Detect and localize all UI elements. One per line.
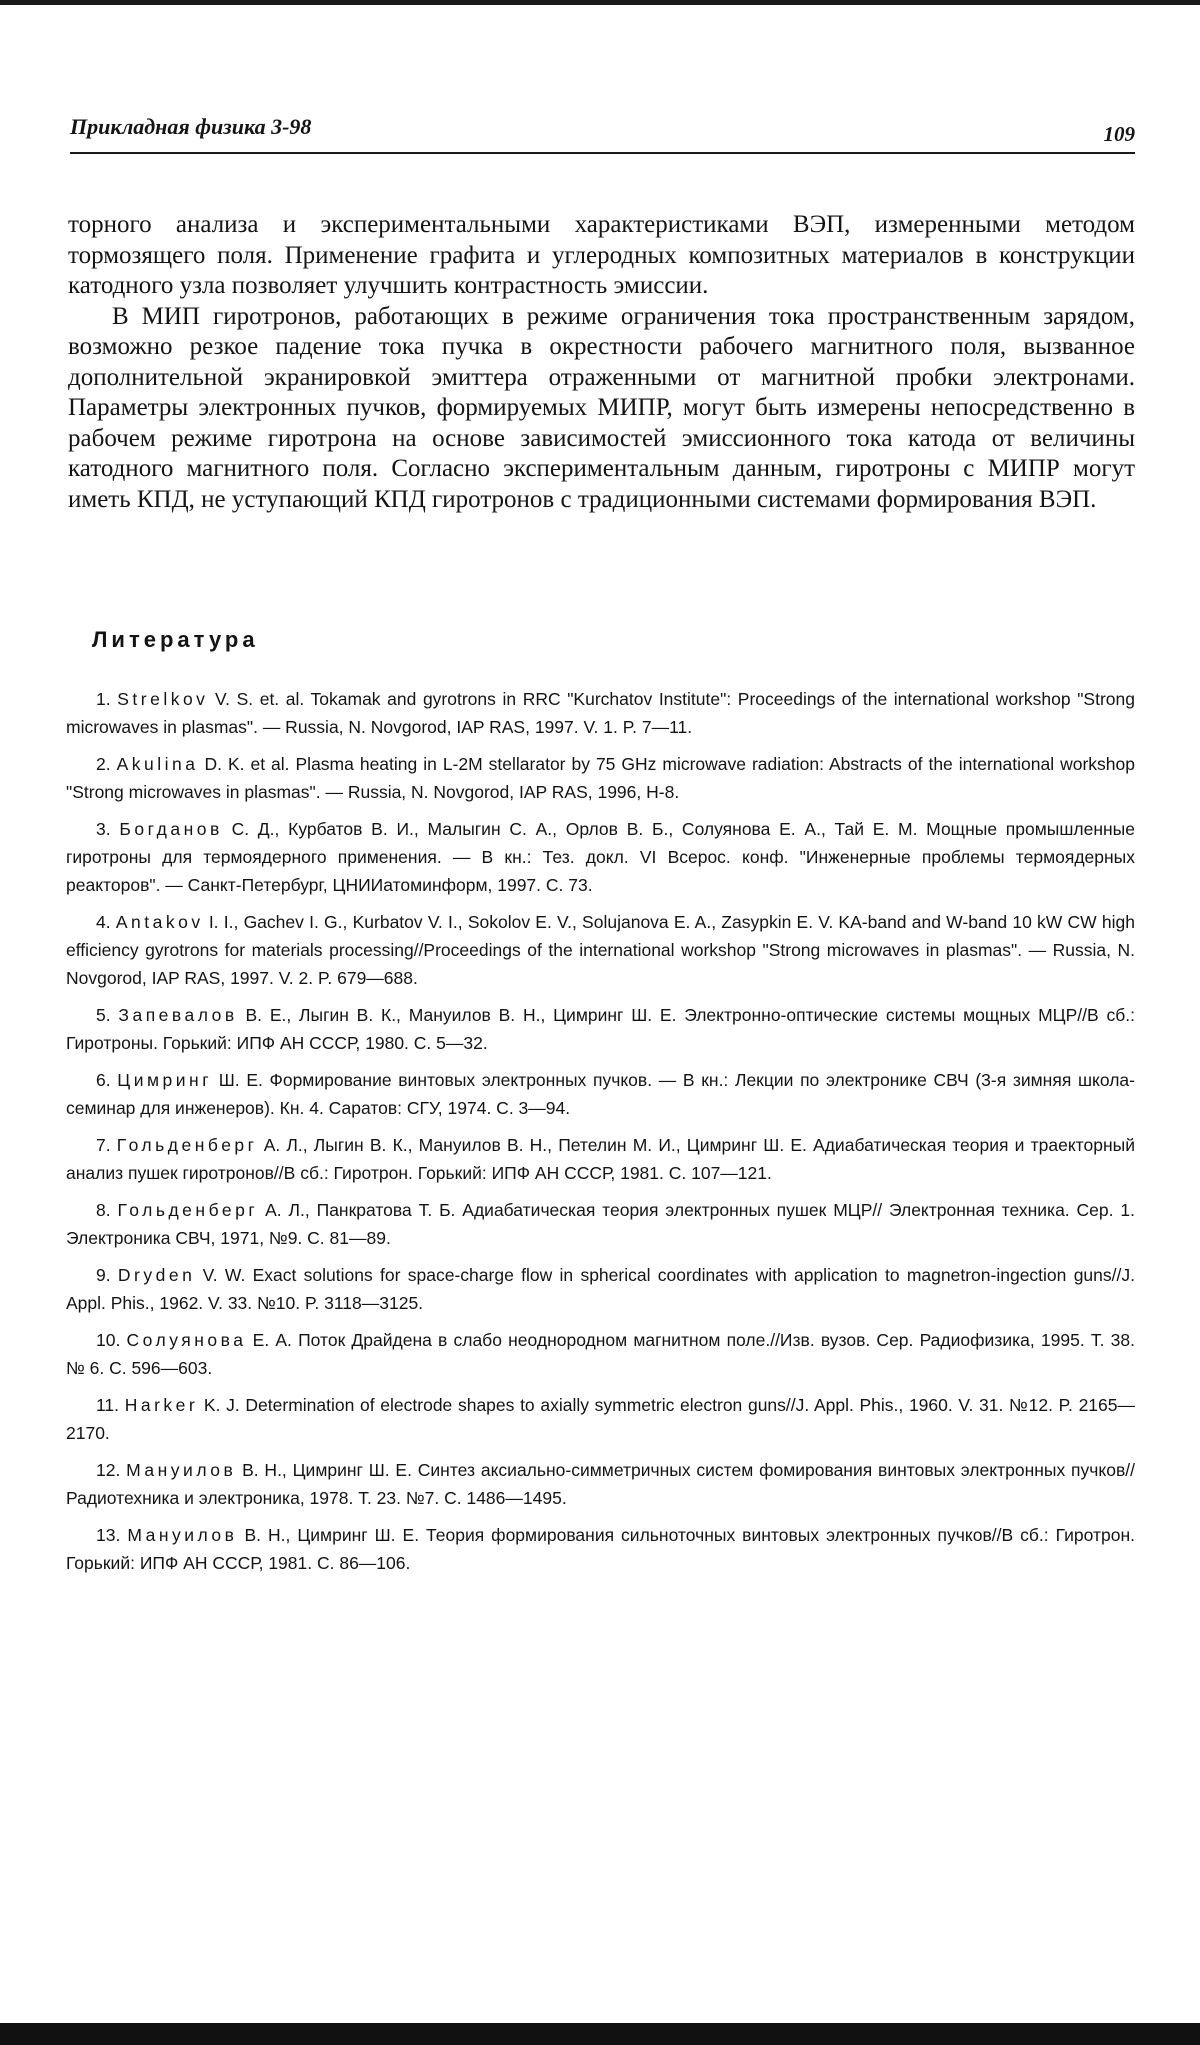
reference-item: [66, 685, 1135, 741]
reference-text: А. Л., Панкратова Т. Б. Адиабатическая теория электронных пушек МЦР// Электронная техника. Сер. 1. Электроника СВЧ, 1971, №9. С. 81—89.: [66, 1200, 1135, 1248]
reference-number: 9.: [96, 1265, 111, 1285]
reference-author: Запевалов: [118, 1005, 238, 1025]
reference-item: [66, 1521, 1135, 1577]
reference-number: 13.: [96, 1525, 121, 1545]
literature-heading: Литература: [92, 627, 259, 652]
reference-author: Dryden: [117, 1265, 196, 1285]
reference-author: Цимринг: [117, 1070, 213, 1090]
reference-text: В. Е., Лыгин В. К., Мануилов В. Н., Цимринг Ш. Е. Электронно-оптические системы мощных МЦР//В сб.: Гиротроны. Горький: ИПФ АН СССР, 1980. С. 5—32.: [66, 1005, 1135, 1053]
reference-item: [66, 1391, 1135, 1447]
reference-item: [66, 908, 1135, 992]
reference-text: А. Л., Лыгин В. К., Мануилов В. Н., Петелин М. И., Цимринг Ш. Е. Адиабатическая теория и траекторный анализ пушек гиротронов//В сб.: Гиротрон. Горький: ИПФ АН СССР, 1981. С. 107—121.: [66, 1135, 1135, 1183]
reference-text: D. K. et al. Plasma heating in L-2M stellarator by 75 GHz microwave radiation: Abstracts of the international workshop "Strong microwaves in plasmas". — Russia, N. Novgorod, IAP RAS, 1996, H-8.: [66, 754, 1135, 802]
reference-number: 1.: [96, 689, 111, 709]
reference-item: [66, 1196, 1135, 1252]
reference-author: Богданов: [119, 819, 223, 839]
reference-item: [66, 1001, 1135, 1057]
reference-item: [66, 1131, 1135, 1187]
reference-text: I. I., Gachev I. G., Kurbatov V. I., Sokolov E. V., Solujanova E. A., Zasypkin E. V. KA-band and W-band 10 kW CW high efficiency gyrotrons for materials processing//Proceedings of the international workshop "Strong microwaves in plasmas". — Russia, N. Novgorod, IAP RAS, 1997. V. 2. P. 679—688.: [66, 912, 1135, 988]
reference-author: Akulina: [116, 754, 199, 774]
reference-number: 10.: [96, 1330, 121, 1350]
reference-number: 5.: [96, 1005, 111, 1025]
reference-number: 4.: [96, 912, 111, 932]
journal-title: Прикладная физика 3-98: [70, 114, 312, 139]
paragraph-2: В МИП гиротронов, работающих в режиме ограничения тока пространственным зарядом, возможно резкое падение тока пучка в окрестности рабочего магнитного поля, вызванное дополнительной экранировкой эмиттера отраженными от магнитной пробки электронами. Параметры электронных пучков, формируемых МИПР, могут быть измерены непосредственно в рабочем режиме гиротрона на основе зависимостей эмиссионного тока катода от величины катодного магнитного поля. Согласно экспериментальным данным, гиротроны с МИПР могут иметь КПД, не уступающий КПД гиротронов с традиционными системами формирования ВЭП.: [68, 302, 1135, 513]
reference-author: Мануилов: [126, 1460, 237, 1480]
reference-item: [66, 815, 1135, 899]
reference-number: 12.: [96, 1460, 121, 1480]
reference-number: 11.: [96, 1395, 120, 1415]
reference-item: [66, 1066, 1135, 1122]
reference-text: K. J. Determination of electrode shapes to axially symmetric electron guns//J. Appl. Phis., 1960. V. 31. №12. P. 2165—2170.: [66, 1395, 1135, 1443]
reference-item: [66, 1261, 1135, 1317]
reference-text: V. W. Exact solutions for space-charge flow in spherical coordinates with application to magnetron-ingection guns//J. Appl. Phis., 1962. V. 33. №10. P. 3118—3125.: [66, 1265, 1135, 1313]
body-text: [60, 210, 1135, 515]
reference-item: [66, 1456, 1135, 1512]
reference-number: 8.: [96, 1200, 111, 1220]
reference-item: [66, 750, 1135, 806]
reference-text: V. S. et. al. Tokamak and gyrotrons in RRC "Kurchatov Institute": Proceedings of the international workshop "Strong microwaves in plasmas". — Russia, N. Novgorod, IAP RAS, 1997. V. 1. P. 7—11.: [66, 689, 1135, 737]
reference-number: 3.: [96, 819, 111, 839]
reference-author: Гольденберг: [117, 1200, 259, 1220]
reference-number: 7.: [96, 1135, 111, 1155]
paper-page: [60, 108, 1135, 1586]
reference-text: Е. А. Поток Драйдена в слабо неоднородном магнитном поле.//Изв. вузов. Сер. Радиофизика, 1995. Т. 38. № 6. С. 596—603.: [66, 1330, 1135, 1378]
reference-text: Ш. Е. Формирование винтовых электронных пучков. — В кн.: Лекции по электронике СВЧ (3-я зимняя школа-семинар для инженеров). Кн. 4. Саратов: СГУ, 1974. С. 3—94.: [66, 1070, 1135, 1118]
reference-text: В. Н., Цимринг Ш. Е. Теория формирования сильноточных винтовых электронных пучков//В сб.: Гиротрон. Горький: ИПФ АН СССР, 1981. С. 86—106.: [66, 1525, 1135, 1573]
reference-author: Гольденберг: [116, 1135, 258, 1155]
reference-list: [60, 685, 1135, 1577]
reference-text: С. Д., Курбатов В. И., Малыгин С. А., Орлов В. Б., Солуянова Е. А., Тай Е. М. Мощные промышленные гиротроны для термоядерного применения. — В кн.: Тез. докл. VI Всерос. конф. "Инженерные проблемы термоядерных реакторов". — Санкт-Петербург, ЦНИИатоминформ, 1997. С. 73.: [66, 819, 1135, 895]
reference-item: [66, 1326, 1135, 1382]
running-header: [60, 108, 1135, 148]
scan-top-edge: [0, 0, 1200, 5]
reference-author: Солуянова: [126, 1330, 247, 1350]
reference-author: Antakov: [115, 912, 204, 932]
reference-text: В. Н., Цимринг Ш. Е. Синтез аксиально-симметричных систем фомирования винтовых электронных пучков// Радиотехника и электроника, 1978. Т. 23. №7. С. 1486—1495.: [66, 1460, 1135, 1508]
header-rule: [70, 152, 1135, 154]
paragraph-1: торного анализа и экспериментальными характеристиками ВЭП, измеренными методом тормозящего поля. Применение графита и углеродных композитных материалов в конструкции катодного узла позволяет улучшить контрастность эмиссии.: [68, 211, 1135, 299]
reference-author: Harker: [124, 1395, 199, 1415]
reference-author: Мануилов: [127, 1525, 238, 1545]
reference-number: 2.: [96, 754, 111, 774]
page-number: 109: [1103, 122, 1135, 146]
reference-number: 6.: [96, 1070, 111, 1090]
scan-bottom-edge: [0, 2023, 1200, 2045]
reference-author: Strelkov: [117, 689, 209, 709]
